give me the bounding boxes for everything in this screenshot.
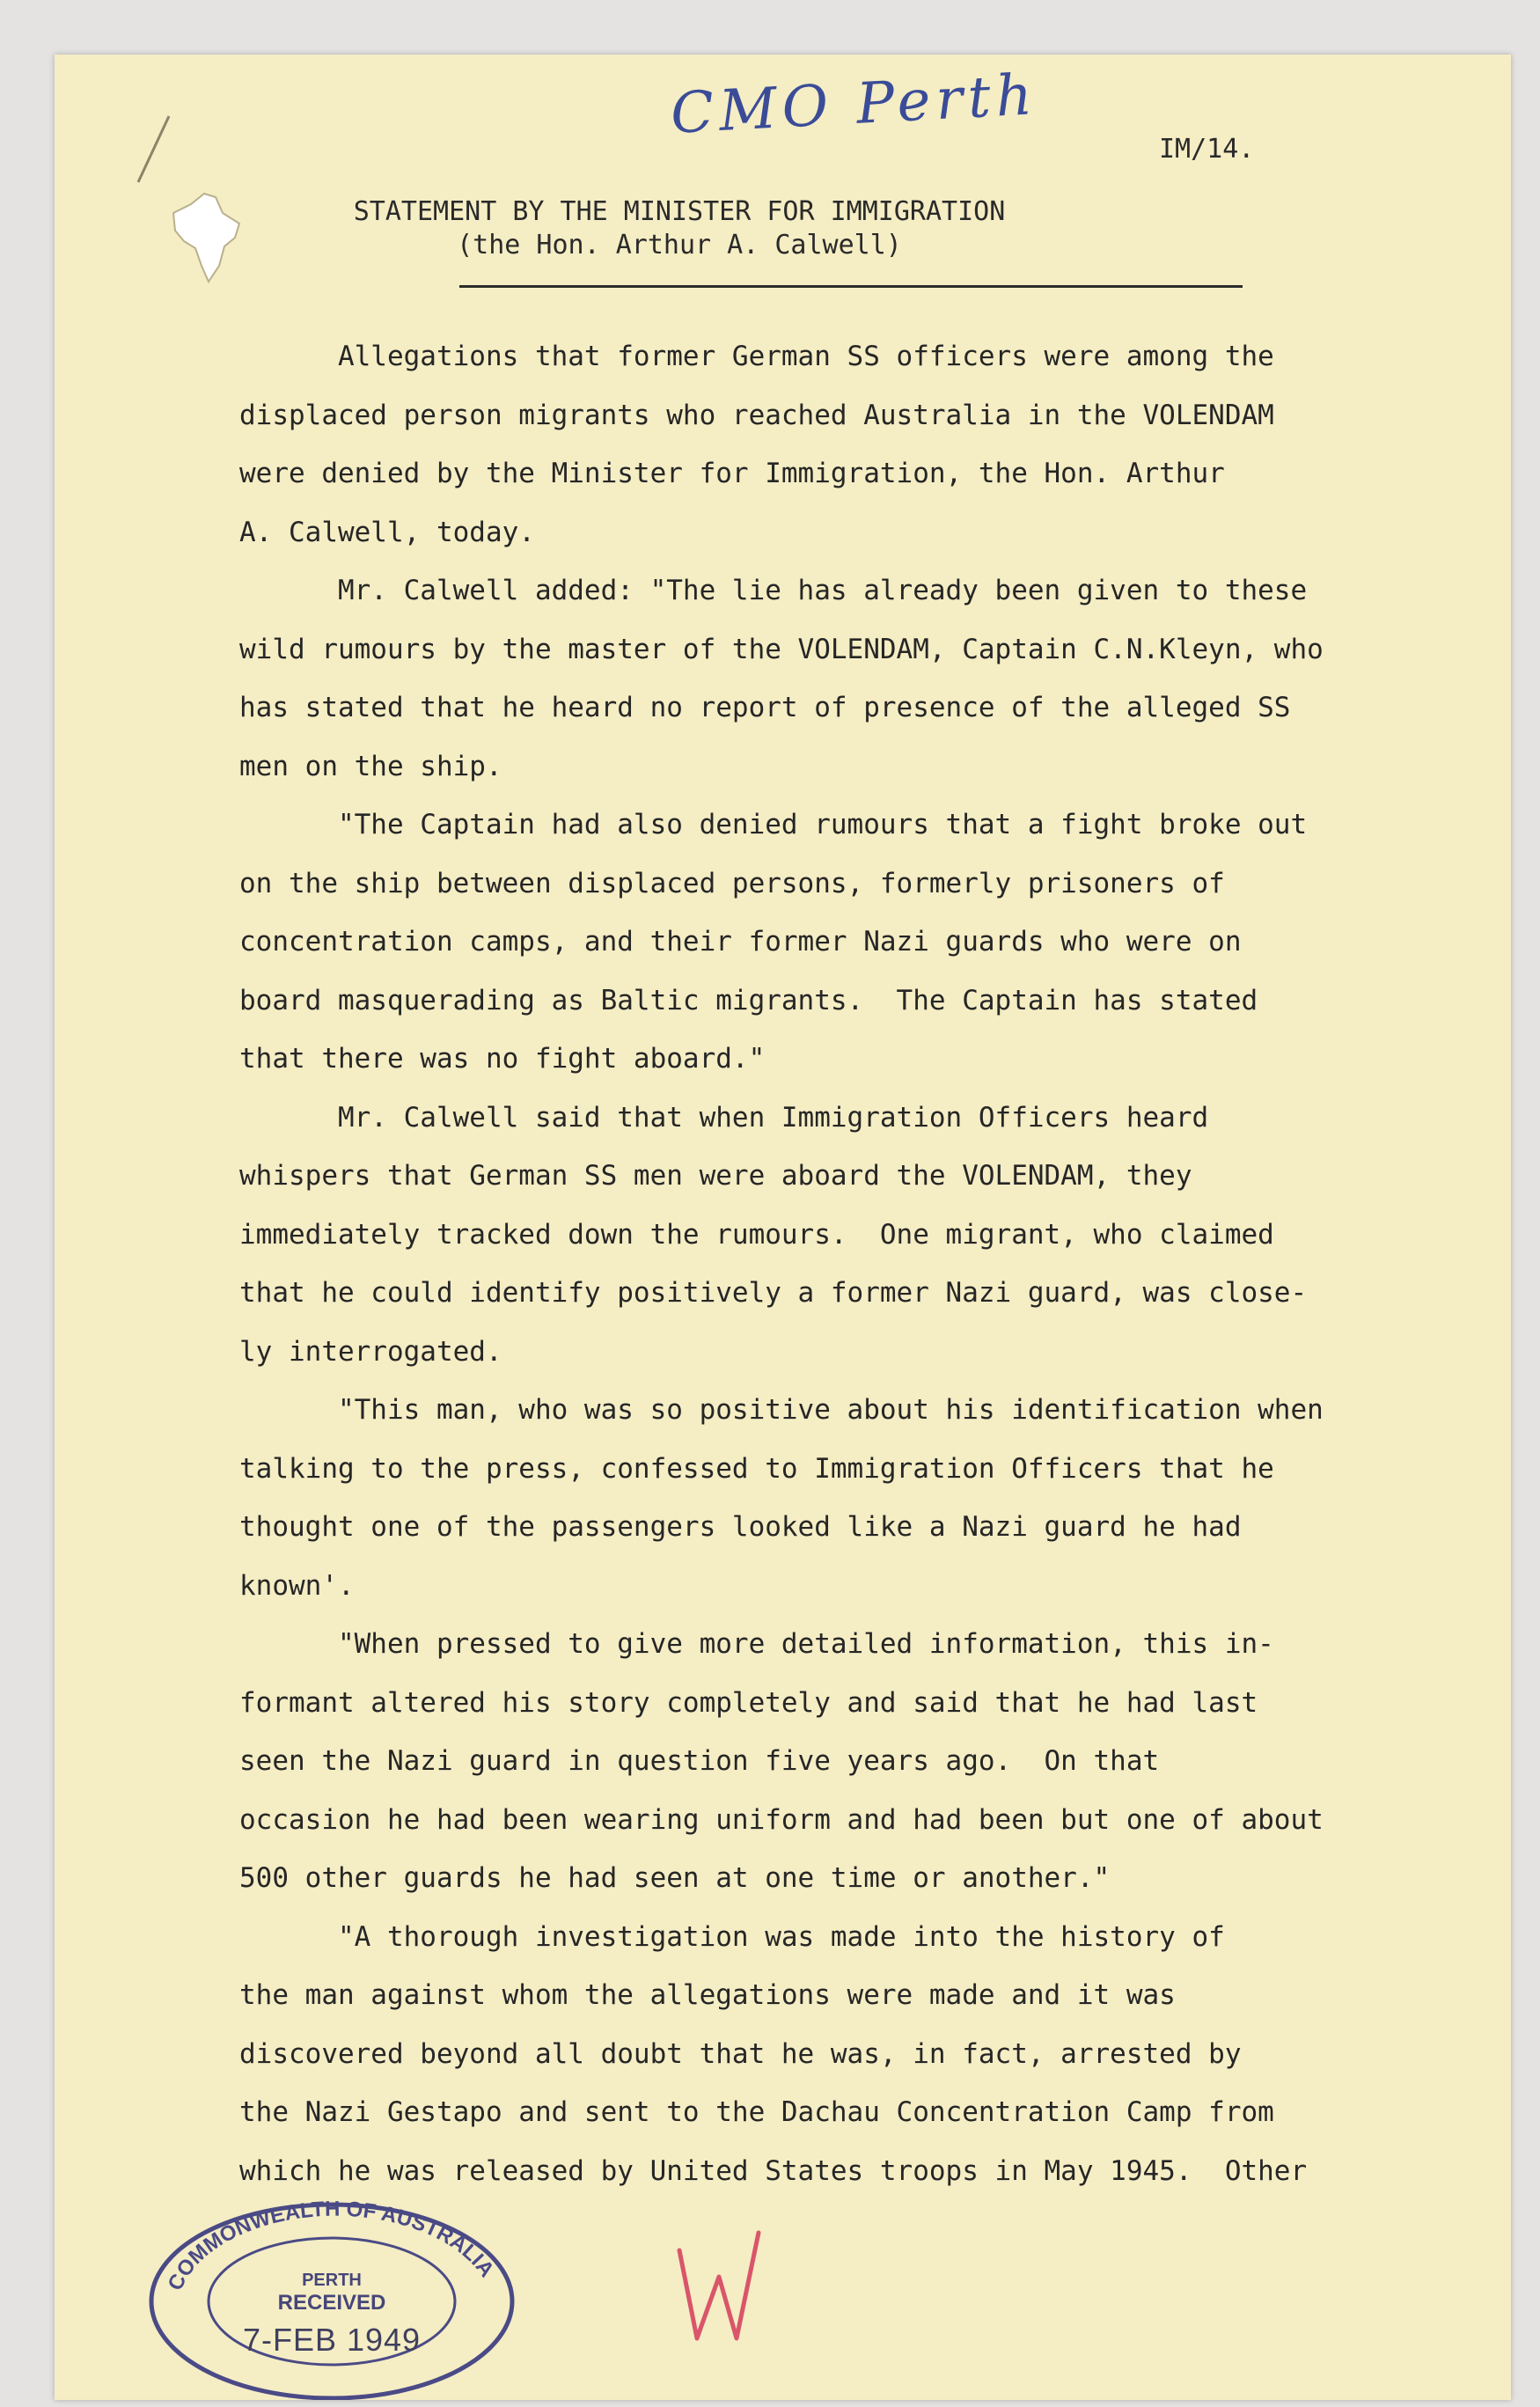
body-line: wild rumours by the master of the VOLENDAM, Captain C.N.Kleyn, who [239, 633, 1324, 665]
body-line: discovered beyond all doubt that he was, in fact, arrested by [239, 2037, 1242, 2070]
body-line: displaced person migrants who reached Australia in the VOLENDAM [239, 399, 1274, 431]
heading-underline [459, 285, 1243, 288]
received-stamp [143, 2191, 521, 2400]
body-line: "This man, who was so positive about his identification when [239, 1394, 1324, 1426]
statement-body [239, 327, 1471, 2200]
body-line: the man against whom the allegations were made and it was [239, 1979, 1176, 2011]
stamp-received-label: RECEIVED [277, 2291, 386, 2315]
body-line: A. Calwell, today. [239, 516, 535, 548]
statement-heading [213, 195, 1146, 262]
body-line: concentration camps, and their former Nazi guards who were on [239, 926, 1242, 958]
body-line: "The Captain had also denied rumours that a fight broke out [239, 809, 1308, 840]
body-line: occasion he had been wearing uniform and had been but one of about [239, 1803, 1324, 1836]
body-line: board masquerading as Baltic migrants. The Captain has stated [239, 984, 1258, 1016]
reference-number: IM/14. [1159, 134, 1255, 165]
body-line: talking to the press, confessed to Immigration Officers that he [239, 1452, 1274, 1485]
body-line: were denied by the Minister for Immigration, the Hon. Arthur [239, 458, 1225, 489]
body-line: "A thorough investigation was made into the history of [239, 1920, 1225, 1953]
stamp-date: 7-FEB 1949 [242, 2322, 422, 2358]
stamp-city: PERTH [302, 2271, 362, 2290]
body-line: which he was released by United States troops in May 1945. Other [239, 2154, 1308, 2187]
body-line: thought one of the passengers looked like a Nazi guard he had [239, 1511, 1242, 1543]
body-line: ly interrogated. [239, 1335, 502, 1368]
body-line: Mr. Calwell added: "The lie has already been given to these [239, 575, 1308, 606]
body-line: men on the ship. [239, 750, 502, 782]
body-line: on the ship between displaced persons, formerly prisoners of [239, 867, 1225, 899]
body-line: seen the Nazi guard in question five years ago. On that [239, 1745, 1160, 1777]
body-line: whispers that German SS men were aboard the VOLENDAM, they [239, 1160, 1192, 1192]
body-line: formant altered his story completely and said that he had last [239, 1686, 1258, 1719]
body-line: known'. [239, 1569, 355, 1602]
statement-title: STATEMENT BY THE MINISTER FOR IMMIGRATION [353, 196, 1006, 227]
body-line: that there was no fight aboard." [239, 1043, 766, 1075]
body-line: the Nazi Gestapo and sent to the Dachau Concentration Camp from [239, 2096, 1274, 2128]
body-line: has stated that he heard no report of presence of the alleged SS [239, 692, 1291, 723]
body-line: that he could identify positively a former Nazi guard, was close- [239, 1277, 1308, 1309]
red-pencil-mark [653, 2215, 785, 2356]
body-line: immediately tracked down the rumours. One migrant, who claimed [239, 1218, 1274, 1251]
statement-subtitle: (the Hon. Arthur A. Calwell) [457, 230, 902, 261]
body-line: 500 other guards he had seen at one time or another." [239, 1862, 1111, 1894]
document-page [55, 55, 1511, 2400]
stamp-ring-text: COMMONWEALTH OF AUSTRALIA [163, 2197, 499, 2294]
handwritten-annotation: CMO Perth [669, 62, 1039, 147]
body-line: "When pressed to give more detailed information, this in- [239, 1628, 1274, 1660]
body-line: Mr. Calwell said that when Immigration Officers heard [239, 1101, 1209, 1134]
body-line: Allegations that former German SS officers were among the [239, 341, 1274, 372]
